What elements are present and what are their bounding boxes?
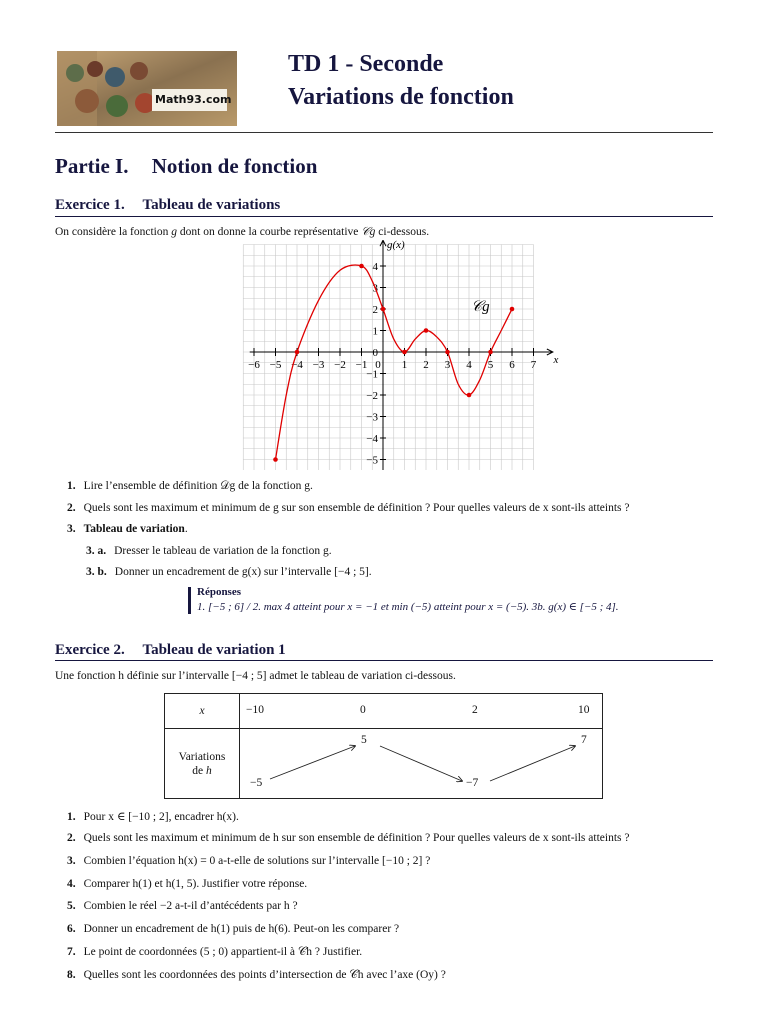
- variation-table: [164, 693, 603, 799]
- ex2-q8: 8. Quelles sont les coordonnées des points d’intersection de 𝒞h avec l’axe (Oy) ?: [67, 969, 446, 981]
- x-tick-label: 6: [509, 359, 515, 371]
- curve-point: [510, 307, 515, 312]
- curve-point: [295, 350, 300, 355]
- partie-heading: [55, 154, 317, 179]
- y-tick-label: 4: [372, 261, 378, 273]
- curve-point: [488, 350, 493, 355]
- x-tick-label: 7: [530, 359, 537, 371]
- y-tick-label: 3: [372, 282, 378, 295]
- curve-point: [381, 307, 386, 312]
- header-rule: [55, 132, 713, 133]
- var-value-4: 7: [581, 734, 587, 746]
- ex1-q3b: 3. b. Donner un encadrement de g(x) sur l’intervalle [−4 ; 5].: [86, 566, 372, 578]
- ex1-heading: [55, 197, 280, 214]
- partie-title: Notion de fonction: [151, 154, 318, 178]
- graph-axes: [250, 240, 553, 470]
- curve-point: [424, 328, 429, 333]
- curve-point: [273, 457, 278, 462]
- curve-point: [359, 264, 364, 269]
- doc-title-line2: Variations de fonction: [288, 84, 514, 110]
- arrow-up-2: [490, 746, 575, 781]
- curve-point: [467, 393, 472, 398]
- ex1-rule: [55, 216, 713, 217]
- var-value-3: −7: [466, 777, 479, 789]
- curve-label: 𝒞g: [471, 299, 490, 316]
- x-tick-label: 4: [466, 359, 472, 371]
- ex1-title: Tableau de variations: [142, 197, 281, 213]
- doc-title-line1: TD 1 - Seconde: [288, 51, 444, 77]
- x-value-3: 2: [472, 704, 478, 716]
- x-tick-label: −3: [312, 359, 325, 371]
- y-tick-label: −4: [366, 433, 378, 445]
- ex1-q3a: 3. a. Dresser le tableau de variation de la fonction g.: [86, 545, 332, 557]
- var-value-1: −5: [250, 777, 263, 789]
- graph-ticks: [248, 261, 537, 467]
- ex2-q5: 5. Combien le réel −2 a-t-il d’antécédents par h ?: [67, 900, 298, 912]
- x-tick-label: 5: [487, 359, 494, 371]
- graph-grid: [243, 245, 533, 471]
- var-table-x-row: [240, 694, 603, 729]
- x-tick-label: −6: [248, 359, 260, 371]
- ex2-q6: 6. Donner un encadrement de h(1) puis de h(6). Peut-on les comparer ?: [67, 923, 400, 935]
- ex2-q7: 7. Le point de coordonnées (5 ; 0) appartient-il à 𝒞h ? Justifier.: [67, 946, 363, 958]
- x-tick-label: −1: [355, 359, 368, 371]
- reponses-text: 1. [−5 ; 6] / 2. max 4 atteint pour x = −1 et min (−5) atteint pour x = (−5). 3b. g(x) ∈ [−5 ; 4].: [197, 601, 619, 613]
- logo-text: Math93.com: [155, 93, 232, 106]
- curve-point: [402, 350, 407, 355]
- ex1-q1: 1. Lire l’ensemble de définition 𝒟g de la fonction g.: [67, 480, 313, 492]
- var-table-x-label: x: [165, 694, 240, 729]
- ex2-q3: 3. Combien l’équation h(x) = 0 a-t-elle de solutions sur l’intervalle [−10 ; 2] ?: [67, 855, 431, 867]
- curve-point: [445, 350, 450, 355]
- x-axis-label: x: [553, 354, 559, 366]
- x-value-2: 0: [360, 704, 366, 716]
- logo-image: [57, 51, 237, 126]
- y-tick-label: 2: [372, 304, 378, 316]
- var-value-2: 5: [361, 734, 367, 746]
- y-tick-label: −1: [366, 368, 378, 381]
- x-tick-label: −2: [334, 359, 346, 371]
- y-tick-label: −3: [366, 411, 378, 424]
- y-tick-label: 0: [372, 347, 378, 359]
- var-table-var-label: Variations de h: [165, 729, 240, 799]
- arrow-down: [380, 746, 462, 781]
- ex2-rule: [55, 660, 713, 661]
- var-table-var-row: [240, 729, 603, 799]
- ex1-intro: On considère la fonction g dont on donne la courbe représentative 𝒞g ci-dessous.: [55, 226, 430, 238]
- reponses-title: Réponses: [197, 586, 242, 598]
- reponses-bar: [188, 587, 191, 614]
- ex2-q2: 2. Quels sont les maximum et minimum de h sur son ensemble de définition ? Pour quelles valeurs de x sont-ils atteints ?: [67, 832, 630, 844]
- x-tick-label: 1: [401, 359, 408, 371]
- y-tick-label: −5: [366, 454, 378, 467]
- x-tick-label: 0: [375, 359, 381, 371]
- arrow-up-1: [270, 746, 355, 779]
- ex2-number: Exercice 2.: [55, 642, 125, 658]
- ex2-title: Tableau de variation 1: [142, 642, 286, 658]
- x-value-1: −10: [246, 704, 264, 716]
- ex2-intro: Une fonction h définie sur l’intervalle [−4 ; 5] admet le tableau de variation ci-dessous.: [55, 670, 456, 682]
- y-tick-label: 1: [372, 325, 378, 338]
- ex2-q1: 1. Pour x ∈ [−10 ; 2], encadrer h(x).: [67, 811, 239, 823]
- partie-number: Partie I.: [55, 154, 129, 178]
- x-value-4: 10: [578, 704, 590, 716]
- function-graph: [230, 240, 570, 470]
- x-tick-label: 2: [423, 359, 429, 371]
- y-axis-label: g(x): [387, 240, 405, 252]
- ex1-q3: 3. Tableau de variation.: [67, 523, 188, 535]
- y-tick-label: −2: [366, 390, 378, 402]
- ex2-heading: [55, 642, 286, 659]
- x-tick-label: 3: [444, 359, 451, 371]
- variation-arrows: [240, 729, 604, 799]
- x-tick-label: −4: [291, 359, 303, 371]
- x-tick-label: −5: [269, 359, 282, 371]
- ex1-number: Exercice 1.: [55, 197, 125, 213]
- ex1-q2: 2. Quels sont les maximum et minimum de g sur son ensemble de définition ? Pour quelles valeurs de x sont-ils atteints ?: [67, 502, 630, 514]
- ex2-q4: 4. Comparer h(1) et h(1, 5). Justifier votre réponse.: [67, 878, 308, 890]
